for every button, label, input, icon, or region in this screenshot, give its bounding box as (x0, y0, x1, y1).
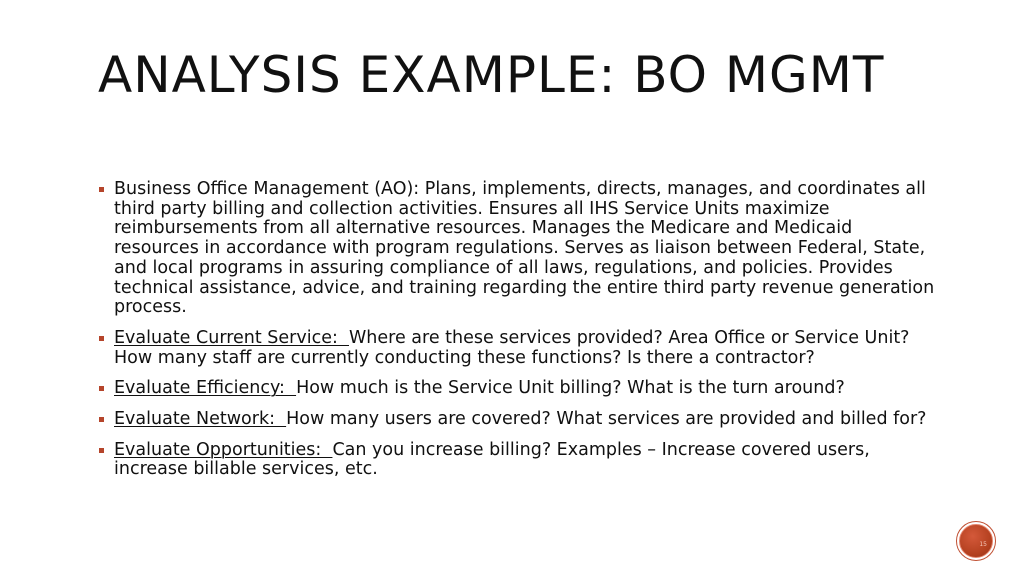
bullet-lead: Evaluate Opportunities: (114, 439, 333, 460)
bullet-item-evaluate-efficiency (98, 379, 938, 399)
bullet-square-icon (99, 386, 104, 391)
bullet-text: How many users are covered? What services are provided and billed for? (286, 409, 927, 430)
slide-title: ANALYSIS EXAMPLE: BO MGMT (98, 46, 885, 104)
bullet-item-evaluate-opportunities (98, 441, 938, 480)
bullet-item-business-office-management (98, 180, 938, 318)
circle-badge-icon (959, 524, 993, 558)
bullet-list (98, 180, 938, 491)
slide-number-button[interactable] (956, 521, 996, 561)
bullet-square-icon (99, 417, 104, 422)
bullet-text: How much is the Service Unit billing? What is the turn around? (296, 378, 845, 399)
bullet-text: Can you increase billing? Examples – Increase covered users, increase billable services, etc. (114, 439, 870, 480)
bullet-square-icon (99, 448, 104, 453)
bullet-text: Business Office Management (AO): Plans, implements, directs, manages, and coordinates all third party billing and collection activities. Ensures all IHS Service Units maximize reimbursements from all alternative resources. Manages the Medicare and Medicaid resources in accordance with program regulations. Serves as liaison between Federal, State, and local programs in assuring compliance of all laws, regulations, and policies. Provides technical assistance, advice, and training regarding the entire third party revenue generation process. (114, 179, 935, 318)
page-number: 15 (979, 541, 987, 548)
bullet-lead: Evaluate Efficiency: (114, 378, 297, 399)
bullet-lead: Evaluate Current Service: (114, 327, 349, 348)
bullet-square-icon (99, 336, 104, 341)
bullet-text: Where are these services provided? Area Office or Service Unit? How many staff are currently conducting these functions? Is there a contractor? (114, 327, 910, 368)
bullet-item-evaluate-network (98, 410, 938, 430)
bullet-square-icon (99, 187, 104, 192)
bullet-item-evaluate-current-service (98, 329, 938, 368)
bullet-lead: Evaluate Network: (114, 409, 287, 430)
